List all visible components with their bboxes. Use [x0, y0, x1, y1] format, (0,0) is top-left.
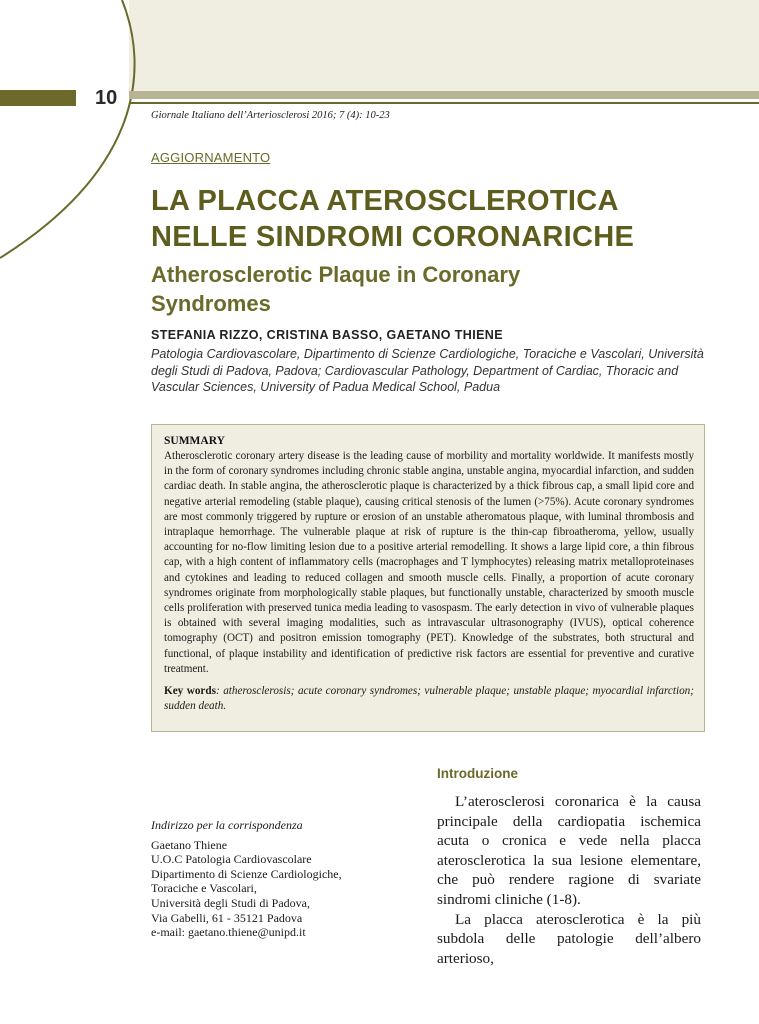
keywords-label: Key words — [164, 685, 216, 698]
header-rule-thick — [129, 91, 759, 99]
page-number-bar — [0, 90, 76, 106]
correspondence-department-cont: Toraciche e Vascolari, — [151, 881, 257, 896]
introduction-body — [437, 792, 701, 968]
keywords-text: : atherosclerosis; acute coronary syndromes; vulnerable plaque; unstable plaque; myocardial infarction; sudden death. — [164, 685, 694, 713]
title-italian-line-2: NELLE SINDROMI CORONARICHE — [151, 221, 635, 253]
correspondence-email[interactable]: e-mail: gaetano.thiene@unipd.it — [151, 925, 306, 940]
summary-text: Atherosclerotic coronary artery disease is the leading cause of morbility and mortality worldwide. It manifests mostly in the form of coronary syndromes including chronic stable angina, unstable angina, myocardial infarction, and sudden cardiac death. In stable angina, the atherosclerotic plaque is characterized by a thick fibrous cap, a small lipid core and negative arterial remodeling (stable plaque), causing critical stenosis of the lumen (>75%). Acute coronary syndromes are most commonly triggered by rupture or erosion of an unstable atheromatous plaque, with luminal thrombosis and intraplaque hemorrhage. The vulnerable plaque at risk of rupture is the thin-cap fibroatheroma, yellow, usually accounting for no-flow limiting lesion due to a positive arterial remodelling. It shows a large lipid core, a thin fibrous cap, with a high content of inflammatory cells (macrophages and T lymphocytes) releasing matrix metalloproteinases and cytokines and leading to reduced collagen and smooth muscle cells. Finally, a proportion of acute coronary syndromes originate from morphologically stable plaques, but functionally unstable, characterized by smooth muscle cells proliferation with preserved tunica media leading to vasospasm. The early detection in vivo of vulnerable plaques is obtained with several imaging modalities, such as intravascular ultrasonography (IVUS), optical coherence tomography (OCT) and positron emission tomography (PET). Knowledge of the substrates, both structural and functional, of plaque instability and identification of predictive risk factors are essential for preventive and curative treatment. — [164, 450, 694, 675]
author-affiliation: Patologia Cardiovascolare, Dipartimento di Scienze Cardiologiche, Toraciche e Vascolari, Università degli Studi di Padova, Padova; Cardiovascular Pathology, Department of Cardiac, Thoracic and Vascular Sciences, University of Padua Medical School, Padua — [151, 347, 704, 394]
introduction-paragraph-1: L’aterosclerosi coronarica è la causa principale della cardiopatia ischemica acuta o cronica e vede nella placca aterosclerotica la sua lesione elementare, che può rendere ragione di svariate sindromi cliniche (1-8). — [437, 793, 701, 908]
correspondence-name: Gaetano Thiene — [151, 837, 228, 852]
article-title-italian — [151, 183, 731, 255]
summary-heading: SUMMARY — [164, 435, 225, 447]
correspondence-address: Via Gabelli, 61 - 35121 Padova — [151, 910, 303, 925]
title-italian-line-1: LA PLACCA ATEROSCLEROTICA — [151, 185, 619, 217]
header-band — [129, 0, 759, 91]
page-number: 10 — [95, 87, 118, 109]
title-english-line-1: Atherosclerotic Plaque in Coronary — [151, 262, 521, 287]
correspondence-university: Università degli Studi di Padova, — [151, 895, 310, 910]
correspondence-unit: U.O.C Patologia Cardiovascolare — [151, 852, 312, 867]
title-english-line-2: Syndromes — [151, 291, 271, 316]
article-title-english — [151, 260, 711, 318]
introduction-heading: Introduzione — [437, 766, 518, 781]
correspondence-block — [151, 818, 421, 940]
correspondence-department: Dipartimento di Scienze Cardiologiche, — [151, 866, 342, 881]
header-rule-thin — [129, 102, 759, 104]
correspondence-title: Indirizzo per la corrispondenza — [151, 818, 303, 832]
journal-citation: Giornale Italiano dell’Arteriosclerosi 2016; 7 (4): 10-23 — [151, 110, 390, 121]
section-label: AGGIORNAMENTO — [151, 150, 271, 165]
page-curve-decoration — [0, 0, 140, 270]
introduction-paragraph-2: La placca aterosclerotica è la più subdola delle patologie dell’albero arterioso, — [437, 910, 701, 967]
keywords — [164, 684, 694, 714]
summary-box — [151, 424, 705, 732]
author-list: STEFANIA RIZZO, CRISTINA BASSO, GAETANO THIENE — [151, 328, 503, 342]
